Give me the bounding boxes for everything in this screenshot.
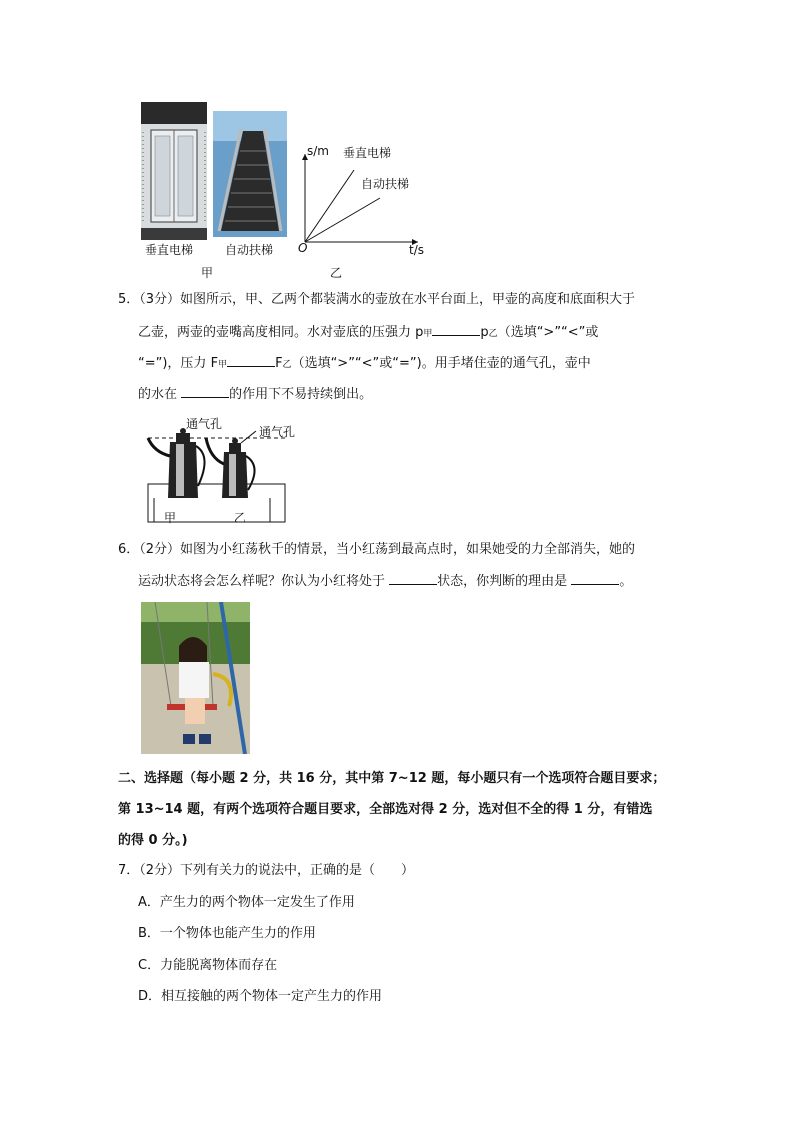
graph-line1-label: 垂直电梯 bbox=[343, 146, 392, 160]
label-yi: 乙 bbox=[330, 266, 343, 280]
graph-x-axis-label: t/s bbox=[409, 243, 424, 257]
q7-option-b[interactable]: B．一个物体也能产生力的作用 bbox=[138, 926, 316, 941]
q5-line3 bbox=[138, 354, 591, 374]
caption-elevator: 垂直电梯 bbox=[145, 243, 194, 257]
q6-line2-b: 状态，你判断的理由是 bbox=[437, 574, 568, 589]
kettle-vent-label-1: 通气孔 bbox=[186, 417, 223, 431]
q5-blank-force[interactable] bbox=[227, 354, 275, 367]
q6-line1: 6．（2分）如图为小红荡秋千的情景，当小红荡到最高点时，如果她受的力全部消失，她的 bbox=[118, 542, 636, 557]
q6-line2 bbox=[138, 572, 632, 591]
section2-line2: 第 13~14 题，有两个选项符合题目要求，全部选对得 2 分，选对但不全的得 1 分，有错选 bbox=[118, 802, 653, 817]
graph-line2-label: 自动扶梯 bbox=[361, 177, 410, 191]
elevator-photo bbox=[141, 102, 207, 240]
q7-option-c[interactable]: C．力能脱离物体而存在 bbox=[138, 958, 278, 973]
q5-blank-atmosphere[interactable] bbox=[181, 385, 229, 398]
q7-option-d[interactable]: D．相互接触的两个物体一定产生力的作用 bbox=[138, 989, 383, 1004]
q5-line2 bbox=[138, 323, 598, 343]
kettle-label-jia: 甲 bbox=[164, 511, 177, 525]
swing-photo bbox=[141, 602, 250, 754]
q5-line3-a: “=”)，压力 F bbox=[138, 356, 219, 371]
caption-escalator: 自动扶梯 bbox=[225, 243, 274, 257]
q5-sub-yi-2: 乙 bbox=[282, 360, 292, 370]
q5-line3-end: （选填“>”“<”或“=”)。用手堵住壶的通气孔，壶中 bbox=[291, 356, 591, 371]
q5-line2-text: 乙壶，两壶的壶嘴高度相同。水对壶底的压强力 p bbox=[138, 325, 424, 340]
q5-sub-yi: 乙 bbox=[488, 329, 498, 339]
q5-blank-pressure[interactable] bbox=[432, 323, 480, 336]
q5-sub-jia: 甲 bbox=[423, 329, 433, 339]
section2-line1: 二、选择题（每小题 2 分，共 16 分，其中第 7~12 题，每小题只有一个选项符合题目要求； bbox=[118, 771, 666, 786]
kettle-label-yi: 乙 bbox=[234, 511, 247, 525]
graph-y-axis-label: s/m bbox=[307, 144, 329, 158]
q5-line3-f: F bbox=[275, 356, 283, 371]
q5-line4-b: 的作用下不易持续倒出。 bbox=[229, 387, 373, 402]
q6-line2-a: 运动状态将会怎么样呢？你认为小红将处于 bbox=[138, 574, 386, 589]
q5-line1: 5．（3分）如图所示，甲、乙两个都装满水的壶放在水平台面上，甲壶的高度和底面积大于 bbox=[118, 292, 636, 307]
q6-line2-c: 。 bbox=[619, 574, 633, 589]
label-jia: 甲 bbox=[201, 266, 214, 280]
q5-line2-p: p bbox=[480, 325, 489, 340]
graph-origin-label: O bbox=[298, 241, 308, 255]
q5-line4-a: 的水在 bbox=[138, 387, 178, 402]
q5-sub-jia-2: 甲 bbox=[218, 360, 228, 370]
q5-line4 bbox=[138, 385, 372, 404]
escalator-photo bbox=[213, 111, 287, 237]
q7-stem: 7．（2分）下列有关力的说法中，正确的是（ ） bbox=[118, 863, 415, 878]
q5-line2-end: （选填“>”“<”或 bbox=[497, 325, 599, 340]
q6-blank-reason[interactable] bbox=[571, 572, 619, 585]
q6-blank-state[interactable] bbox=[389, 572, 437, 585]
q7-option-a[interactable]: A．产生力的两个物体一定发生了作用 bbox=[138, 895, 355, 910]
section2-line3: 的得 0 分。) bbox=[118, 833, 188, 848]
kettle-vent-label-2: 通气孔 bbox=[259, 425, 296, 439]
